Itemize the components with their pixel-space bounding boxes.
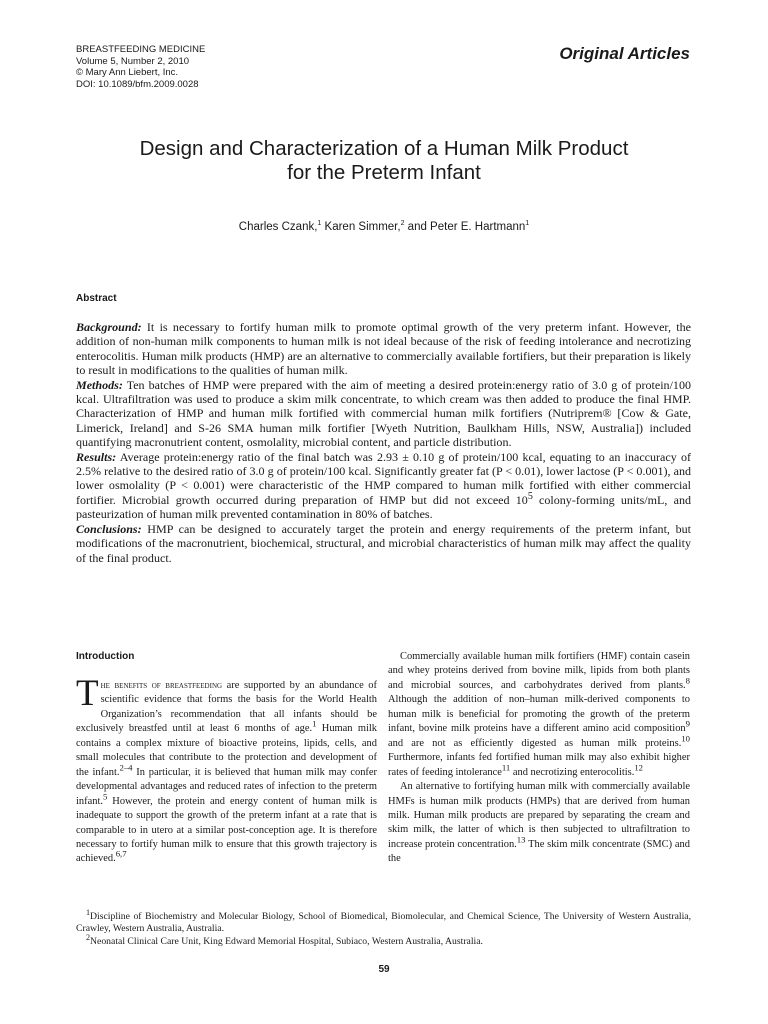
paragraph-text: and necrotizing enterocolitis. — [510, 766, 635, 778]
results-label: Results: — [76, 449, 117, 464]
methods-text: Ten batches of HMP were prepared with the aim of meeting a desired protein:energy ratio of 3.0 g of protein/100 kcal. Ultrafiltration was used to produce a skim milk concentrate, to which cream was then added to produce the final HMP. Characterization of HMP and human milk fortified with commercial human milk fortifiers (Nutriprem® [Cow & Gate, Limerick, Ireland] and S-26 SMA human milk fortifier [Wyeth Nutrition, Baulkham Hills, NSW, Australia]) included quantifying macronutrient content, osmolality, microbial content, and particle distribution. — [76, 377, 691, 450]
title-line-1: Design and Characterization of a Human Milk Product — [139, 137, 629, 160]
background-text: It is necessary to fortify human milk to promote optimal growth of the very preterm infant. However, the addition of non-human milk components to human milk is not ideal because of the risk of feeding intolerance and necrotizing enterocolitis. Human milk products (HMP) are an alternative to commercially available fortifiers, but their preparation is likely to result in modifications to the qualities of human milk. — [76, 320, 691, 378]
right-column — [388, 650, 690, 867]
citation: 11 — [501, 762, 511, 773]
results-text: Average protein:energy ratio of the final batch was 2.93 ± 0.10 g of protein/100 kcal, equating to an inaccuracy of 2.5% relative to the desired ratio of 3.0 g of protein/100 kcal. Significantly greater fat (P < 0.01), lower lactose (P < 0.001), and lower osmolality (P < 0.001) were characteristic of the HMP compared to human milk fortified with either commercial fortifier. Microbial growth occurred during preparation of HMP but did not exceed 10 — [76, 449, 691, 507]
author-name: Charles Czank, — [238, 221, 318, 233]
abstract-methods — [76, 378, 691, 450]
paragraph-text: and are not as efficiently digested as human milk proteins. — [388, 737, 682, 749]
paragraph-text: Although the addition of non–human milk-derived components to human milk is beneficial for promoting the growth of the preterm infant, bovine milk proteins have a different amino acid composition — [388, 694, 690, 735]
footnote-text: Neonatal Clinical Care Unit, King Edward Memorial Hospital, Subiaco, Western Australia, Australia. — [90, 935, 483, 947]
author-list — [76, 221, 692, 233]
footnote-marker: 2 — [86, 932, 91, 942]
conclusions-label: Conclusions: — [76, 521, 142, 536]
journal-volume: Volume 5, Number 2, 2010 — [76, 55, 190, 67]
journal-copyright: © Mary Ann Liebert, Inc. — [76, 67, 179, 78]
paragraph-text: Human milk contains a complex mixture of bioactive proteins, lipids, cells, and small molecules that contribute to the protection and development of the infant. — [76, 723, 377, 778]
citation: 9 — [685, 718, 690, 729]
footnote-text: Discipline of Biochemistry and Molecular Biology, School of Biomedical, Biomolecular, and Chemical Science, The University of Western Australia, Crawley, Western Australia, Australia. — [76, 911, 691, 935]
lead-in-smallcaps: he benefits of breastfeeding — [100, 680, 223, 691]
results-text-continued: colony-forming units/mL, and pasteurization of human milk prevented contamination in 80% of batches. — [76, 492, 691, 522]
journal-info — [76, 44, 205, 90]
paragraph-text: Furthermore, infants fed fortified human milk may also exhibit higher rates of feeding intolerance — [388, 752, 690, 778]
introduction-heading: Introduction — [76, 651, 135, 662]
section-label: Original Articles — [559, 44, 690, 63]
intro-paragraph — [388, 650, 690, 780]
affiliation-footnotes — [76, 907, 691, 948]
paragraph-text: However, the protein and energy content of human milk is inadequate to support the growth of the preterm infant at a rate that is comparable to in utero at a similar post-conception age. It is therefore necessary to fortify human milk to ensure that this growth trajectory is achieved. — [76, 795, 377, 865]
author-affiliation: 1 — [525, 220, 530, 228]
abstract-results — [76, 450, 691, 522]
author-name: Karen Simmer, — [321, 221, 401, 233]
article-title — [76, 137, 692, 185]
paragraph-text: The skim milk concentrate (SMC) and the — [388, 838, 690, 865]
footnote — [76, 932, 691, 948]
intro-paragraph — [76, 673, 378, 867]
footnote — [76, 907, 691, 936]
footnote-marker: 1 — [86, 907, 91, 917]
conclusions-text: HMP can be designed to accurately target the protein and energy requirements of the preterm infant, but modifications of the macronutrient, biochemical, structural, and microbial characteristics of human milk may affect the quality of the final product. — [76, 521, 691, 565]
paragraph-text: are supported by an abundance of scientific evidence that forms the basis for the World Health Organization’s recommendation that all infants should be exclusively breastfed until at least 6 months of age. — [76, 680, 378, 735]
citation: 1 — [312, 718, 317, 729]
paragraph-text: An alternative to fortifying human milk with commercially available HMFs is human milk products (HMPs) that are derived from human milk. Human milk products are prepared by separating the cream and skim milk, the latter of which is then subjected to ultrafiltration to increase protein concentration. — [388, 781, 690, 850]
author-affiliation: 2 — [400, 220, 405, 228]
drop-cap: T — [76, 673, 99, 714]
journal-doi: DOI: 10.1089/bfm.2009.0028 — [76, 78, 199, 90]
citation: 6,7 — [115, 848, 127, 859]
citation: 2–4 — [119, 762, 133, 773]
title-line-2: for the Preterm Infant — [287, 161, 481, 184]
citation: 12 — [634, 762, 644, 773]
abstract-conclusions — [76, 522, 691, 565]
intro-paragraph — [388, 780, 690, 867]
abstract-heading: Abstract — [76, 293, 117, 304]
page-number: 59 — [378, 964, 390, 975]
author-affiliation: 1 — [317, 220, 322, 228]
paragraph-text: In particular, it is believed that human milk may confer developmental advantages and reduced rates of infection to the preterm infant. — [76, 766, 377, 807]
author-name: and Peter E. Hartmann — [404, 221, 526, 233]
background-label: Background: — [76, 320, 142, 334]
journal-name: BREASTFEEDING MEDICINE — [76, 44, 206, 55]
abstract-background — [76, 320, 691, 378]
citation: 5 — [102, 791, 108, 802]
citation: 10 — [681, 733, 690, 744]
methods-label: Methods: — [76, 377, 123, 392]
left-column — [76, 673, 378, 867]
citation: 8 — [685, 675, 690, 686]
paragraph-text: Commercially available human milk fortifiers (HMF) contain casein and whey proteins derived from bovine milk, lipids from both plants and microbial sources, and carbohydrates derived from plants. — [388, 651, 690, 691]
results-exponent: 5 — [527, 490, 533, 502]
abstract-body — [76, 320, 691, 565]
citation: 13 — [516, 834, 526, 845]
